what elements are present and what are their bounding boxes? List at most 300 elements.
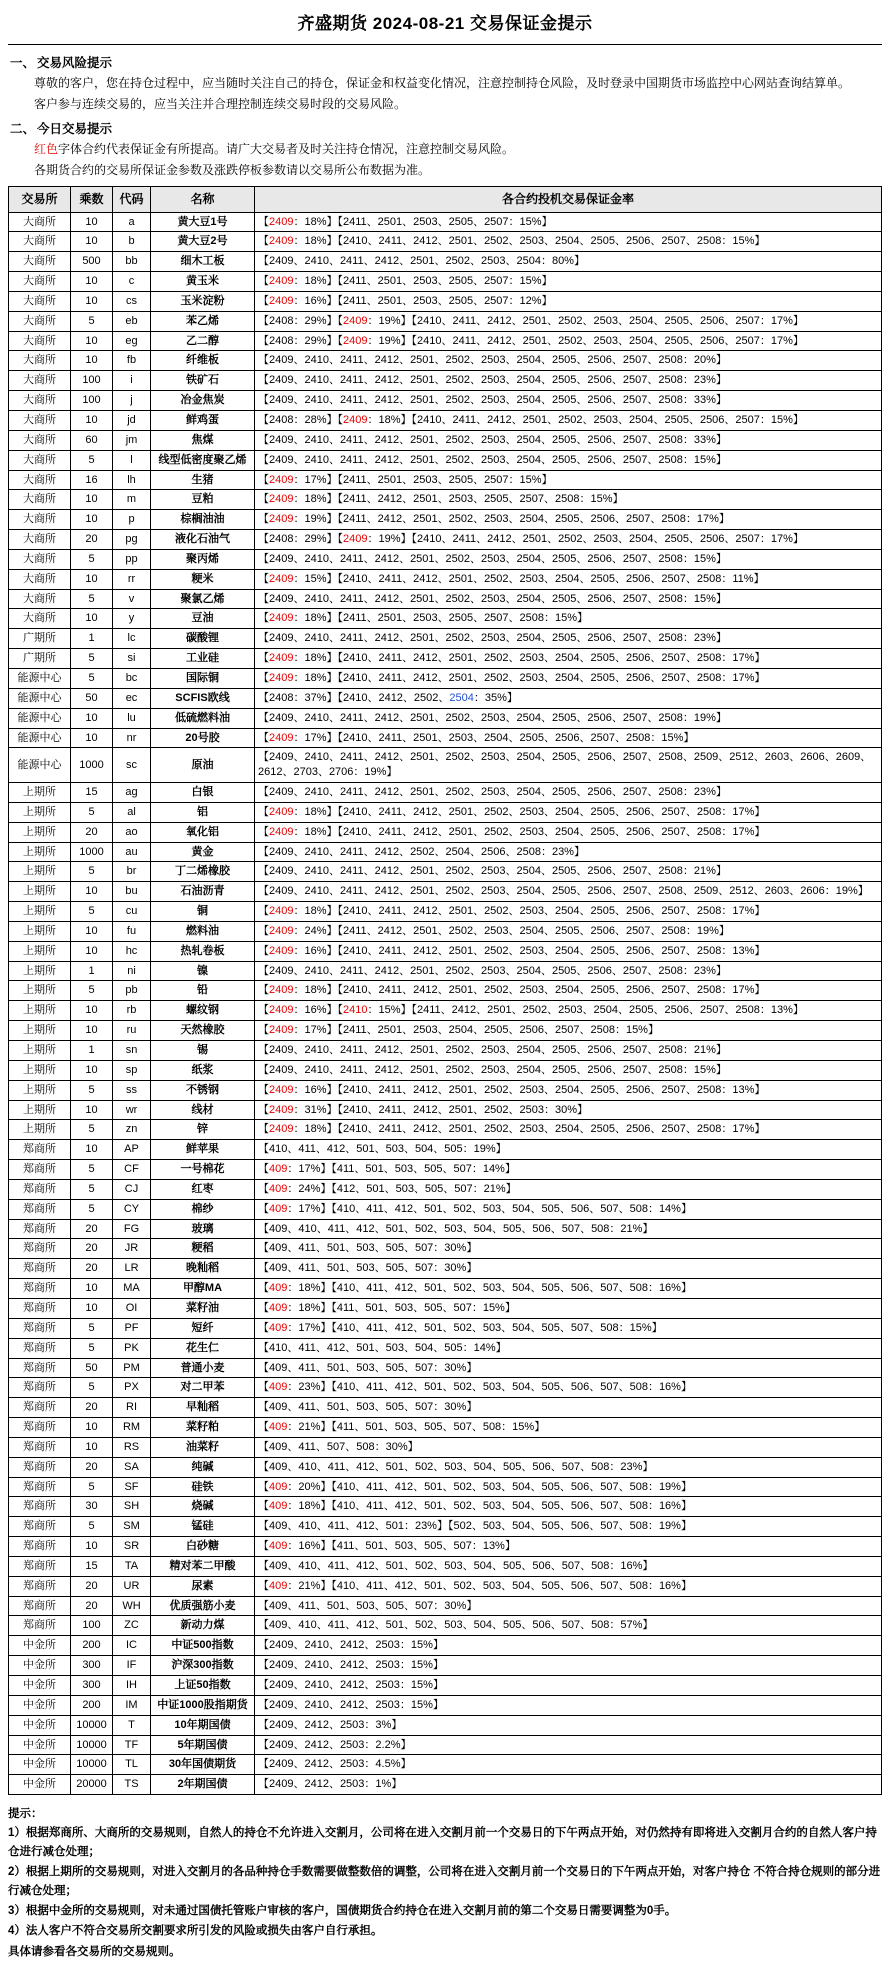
- cell-rate: 【410、411、412、501、503、504、505：14%】: [255, 1338, 882, 1358]
- cell-rate: 【2409：18%】【2410、2411、2412、2501、2502、2503、2504、2505、2506、2507、2508：17%】: [255, 822, 882, 842]
- cell-code: IM: [113, 1695, 151, 1715]
- cell-rate: 【409：17%】【410、411、412、501、502、503、504、505、507、508：15%】: [255, 1318, 882, 1338]
- cell-name: 镍: [151, 961, 255, 981]
- cell-name: 烧碱: [151, 1497, 255, 1517]
- cell-rate: 【2409、2412、2503：2.2%】: [255, 1735, 882, 1755]
- cell-code: au: [113, 842, 151, 862]
- cell-code: ni: [113, 961, 151, 981]
- cell-rate: 【2409：15%】【2410、2411、2412、2501、2502、2503、2504、2505、2506、2507、2508：11%】: [255, 569, 882, 589]
- cell-name: 红枣: [151, 1179, 255, 1199]
- cell-multiplier: 1: [71, 629, 113, 649]
- table-row: [9, 1279, 882, 1299]
- table-row: [9, 272, 882, 292]
- cell-name: 苯乙烯: [151, 311, 255, 331]
- cell-multiplier: 10: [71, 1279, 113, 1299]
- table-row: [9, 1775, 882, 1795]
- cell-name: 2年期国债: [151, 1775, 255, 1795]
- cell-multiplier: 20: [71, 1398, 113, 1418]
- cell-rate: 【2409、2410、2412、2503：15%】: [255, 1636, 882, 1656]
- table-row: [9, 1239, 882, 1259]
- cell-multiplier: 20: [71, 1576, 113, 1596]
- cell-code: pb: [113, 981, 151, 1001]
- cell-name: 中证1000股指期货: [151, 1695, 255, 1715]
- cell-code: l: [113, 450, 151, 470]
- cell-multiplier: 10: [71, 291, 113, 311]
- cell-exchange: 郑商所: [9, 1398, 71, 1418]
- cell-multiplier: 15: [71, 783, 113, 803]
- cell-multiplier: 10: [71, 490, 113, 510]
- table-row: [9, 1695, 882, 1715]
- cell-multiplier: 5: [71, 862, 113, 882]
- cell-exchange: 能源中心: [9, 748, 71, 783]
- cell-rate: 【2408：29%】【2409：19%】【2410、2411、2412、2501、2502、2503、2504、2505、2506、2507：17%】: [255, 331, 882, 351]
- table-row: [9, 1358, 882, 1378]
- cell-rate: 【2409：18%】【2410、2411、2412、2501、2502、2503、2504、2505、2506、2507、2508：15%】: [255, 232, 882, 252]
- cell-code: UR: [113, 1576, 151, 1596]
- cell-name: SCFIS欧线: [151, 688, 255, 708]
- cell-name: 尿素: [151, 1576, 255, 1596]
- cell-code: wr: [113, 1100, 151, 1120]
- note-item-5: 具体请参看各交易所的交易规则。: [8, 1945, 181, 1958]
- col-exchange: 交易所: [9, 187, 71, 212]
- table-row: [9, 331, 882, 351]
- cell-code: RI: [113, 1398, 151, 1418]
- table-row: [9, 1437, 882, 1457]
- cell-exchange: 郑商所: [9, 1378, 71, 1398]
- table-row: [9, 1616, 882, 1636]
- cell-rate: 【2409：18%】【2411、2501、2503、2505、2507：15%】: [255, 212, 882, 232]
- cell-multiplier: 5: [71, 1199, 113, 1219]
- cell-rate: 【2409：24%】【2411、2412、2501、2502、2503、2504、2505、2506、2507、2508：19%】: [255, 921, 882, 941]
- cell-exchange: 大商所: [9, 351, 71, 371]
- table-row: [9, 981, 882, 1001]
- cell-multiplier: 100: [71, 1616, 113, 1636]
- cell-multiplier: 20: [71, 822, 113, 842]
- cell-name: 玻璃: [151, 1219, 255, 1239]
- cell-code: ZC: [113, 1616, 151, 1636]
- cell-exchange: 中金所: [9, 1695, 71, 1715]
- cell-exchange: 郑商所: [9, 1616, 71, 1636]
- cell-multiplier: 30: [71, 1497, 113, 1517]
- cell-name: 鲜鸡蛋: [151, 411, 255, 431]
- cell-code: JR: [113, 1239, 151, 1259]
- cell-rate: 【409：16%】【411、501、503、505、507：13%】: [255, 1537, 882, 1557]
- cell-rate: 【2408：29%】【2409：19%】【2410、2411、2412、2501、2502、2503、2504、2505、2506、2507：17%】: [255, 530, 882, 550]
- cell-code: cu: [113, 902, 151, 922]
- cell-name: 20号胶: [151, 728, 255, 748]
- cell-rate: 【409、411、501、503、505、507：30%】: [255, 1239, 882, 1259]
- cell-code: ss: [113, 1080, 151, 1100]
- cell-rate: 【2409、2410、2411、2412、2501、2502、2503、2504、2505、2506、2507、2508：15%】: [255, 450, 882, 470]
- table-row: [9, 232, 882, 252]
- red-emphasis-text: 红色: [34, 142, 59, 157]
- table-row: [9, 1636, 882, 1656]
- cell-multiplier: 20: [71, 1239, 113, 1259]
- cell-code: CF: [113, 1160, 151, 1180]
- cell-rate: 【409、411、507、508：30%】: [255, 1437, 882, 1457]
- cell-multiplier: 10: [71, 921, 113, 941]
- cell-rate: 【2409：17%】【2411、2501、2503、2504、2505、2506、2507、2508：15%】: [255, 1021, 882, 1041]
- cell-code: jd: [113, 411, 151, 431]
- cell-code: lh: [113, 470, 151, 490]
- cell-name: 油菜籽: [151, 1437, 255, 1457]
- cell-name: 花生仁: [151, 1338, 255, 1358]
- table-row: [9, 311, 882, 331]
- cell-code: jm: [113, 430, 151, 450]
- cell-exchange: 郑商所: [9, 1219, 71, 1239]
- cell-name: 普通小麦: [151, 1358, 255, 1378]
- cell-exchange: 郑商所: [9, 1179, 71, 1199]
- cell-rate: 【409、410、411、412、501、502、503、504、505、506、507、508：23%】: [255, 1457, 882, 1477]
- cell-exchange: 郑商所: [9, 1497, 71, 1517]
- cell-rate: 【2409、2410、2411、2412、2501、2502、2503、2504、2505、2506、2507、2508、2509、2512、2603、2606：19%】: [255, 882, 882, 902]
- cell-multiplier: 10: [71, 1298, 113, 1318]
- table-row: [9, 629, 882, 649]
- today-paragraph-1: [10, 140, 880, 159]
- cell-multiplier: 5: [71, 649, 113, 669]
- cell-name: 棕榈油油: [151, 510, 255, 530]
- cell-code: bc: [113, 668, 151, 688]
- cell-rate: 【2409：17%】【2410、2411、2501、2503、2504、2505、2506、2507、2508：15%】: [255, 728, 882, 748]
- cell-code: SM: [113, 1517, 151, 1537]
- cell-exchange: 大商所: [9, 311, 71, 331]
- cell-multiplier: 20: [71, 1219, 113, 1239]
- cell-exchange: 大商所: [9, 530, 71, 550]
- table-row: [9, 1219, 882, 1239]
- cell-rate: 【409：21%】【410、411、412、501、502、503、504、505、506、507、508：16%】: [255, 1576, 882, 1596]
- cell-multiplier: 10: [71, 272, 113, 292]
- cell-multiplier: 10000: [71, 1735, 113, 1755]
- cell-name: 晚籼稻: [151, 1259, 255, 1279]
- cell-multiplier: 5: [71, 981, 113, 1001]
- cell-code: lc: [113, 629, 151, 649]
- cell-multiplier: 10: [71, 351, 113, 371]
- cell-exchange: 大商所: [9, 609, 71, 629]
- cell-code: PF: [113, 1318, 151, 1338]
- cell-name: 黄金: [151, 842, 255, 862]
- cell-rate: 【409、410、411、412、501、502、503、504、505、506、507、508：57%】: [255, 1616, 882, 1636]
- cell-multiplier: 10: [71, 411, 113, 431]
- table-row: [9, 1676, 882, 1696]
- cell-code: hc: [113, 941, 151, 961]
- cell-rate: 【2409：18%】【2411、2501、2503、2505、2507、2508：15%】: [255, 609, 882, 629]
- cell-exchange: 郑商所: [9, 1140, 71, 1160]
- cell-multiplier: 20: [71, 1259, 113, 1279]
- note-item-4: 4）法人客户不符合交易所交割要求所引发的风险或损失由客户自行承担。: [8, 1925, 383, 1938]
- cell-name: 豆油: [151, 609, 255, 629]
- table-row: [9, 728, 882, 748]
- cell-name: 热轧卷板: [151, 941, 255, 961]
- cell-exchange: 广期所: [9, 649, 71, 669]
- cell-code: LR: [113, 1259, 151, 1279]
- cell-multiplier: 10: [71, 708, 113, 728]
- table-row: [9, 391, 882, 411]
- cell-name: 精对苯二甲酸: [151, 1556, 255, 1576]
- cell-code: TL: [113, 1755, 151, 1775]
- cell-multiplier: 10: [71, 1100, 113, 1120]
- cell-name: 硅铁: [151, 1477, 255, 1497]
- cell-name: 焦煤: [151, 430, 255, 450]
- cell-multiplier: 20: [71, 1596, 113, 1616]
- cell-exchange: 能源中心: [9, 728, 71, 748]
- cell-rate: 【2409、2410、2411、2412、2501、2502、2503、2504、2505、2506、2507、2508：21%】: [255, 862, 882, 882]
- cell-code: zn: [113, 1120, 151, 1140]
- cell-code: fb: [113, 351, 151, 371]
- cell-exchange: 郑商所: [9, 1199, 71, 1219]
- cell-code: fu: [113, 921, 151, 941]
- table-row: [9, 941, 882, 961]
- table-body: [9, 212, 882, 1795]
- cell-multiplier: 100: [71, 391, 113, 411]
- table-row: [9, 1021, 882, 1041]
- cell-rate: 【2409、2412、2503：4.5%】: [255, 1755, 882, 1775]
- cell-exchange: 郑商所: [9, 1556, 71, 1576]
- title-divider: [8, 44, 882, 45]
- table-row: [9, 1378, 882, 1398]
- cell-rate: 【2408：28%】【2409：18%】【2410、2411、2412、2501、2502、2503、2504、2505、2506、2507：15%】: [255, 411, 882, 431]
- cell-rate: 【409、411、501、503、505、507：30%】: [255, 1398, 882, 1418]
- cell-exchange: 中金所: [9, 1636, 71, 1656]
- cell-code: c: [113, 272, 151, 292]
- cell-code: CY: [113, 1199, 151, 1219]
- cell-name: 铝: [151, 802, 255, 822]
- cell-exchange: 上期所: [9, 1100, 71, 1120]
- cell-exchange: 郑商所: [9, 1298, 71, 1318]
- cell-multiplier: 200: [71, 1695, 113, 1715]
- table-row: [9, 252, 882, 272]
- cell-exchange: 上期所: [9, 1021, 71, 1041]
- cell-name: 生猪: [151, 470, 255, 490]
- cell-multiplier: 20: [71, 530, 113, 550]
- note-item-1: 1）根据郑商所、大商所的交易规则，自然人的持仓不允许进入交割月，公司将在进入交割月前一个交易日的下午两点开始，对仍然持有即将进入交割月合约的自然人客户持仓进行减仓处理；: [8, 1827, 877, 1858]
- section-heading-risk: [10, 53, 882, 71]
- cell-exchange: 郑商所: [9, 1457, 71, 1477]
- cell-rate: 【2409：16%】【2411、2501、2503、2505、2507：12%】: [255, 291, 882, 311]
- cell-rate: 【409：18%】【410、411、412、501、502、503、504、505、506、507、508：16%】: [255, 1497, 882, 1517]
- cell-multiplier: 10000: [71, 1715, 113, 1735]
- cell-exchange: 上期所: [9, 802, 71, 822]
- table-row: [9, 1497, 882, 1517]
- cell-multiplier: 10: [71, 728, 113, 748]
- cell-code: IF: [113, 1656, 151, 1676]
- cell-name: 螺纹钢: [151, 1001, 255, 1021]
- table-row: [9, 371, 882, 391]
- cell-multiplier: 10: [71, 1437, 113, 1457]
- cell-name: 优质强筋小麦: [151, 1596, 255, 1616]
- notes-title: 提示：: [8, 1808, 43, 1821]
- cell-rate: 【2409、2410、2411、2412、2501、2502、2503、2504、2505、2506、2507、2508：21%】: [255, 1041, 882, 1061]
- cell-multiplier: 10: [71, 941, 113, 961]
- cell-rate: 【2409、2410、2411、2412、2501、2502、2503、2504、2505、2506、2507、2508：15%】: [255, 1060, 882, 1080]
- cell-rate: 【409：18%】【411、501、503、505、507：15%】: [255, 1298, 882, 1318]
- cell-exchange: 郑商所: [9, 1279, 71, 1299]
- cell-multiplier: 16: [71, 470, 113, 490]
- cell-name: 短纤: [151, 1318, 255, 1338]
- note-item-2: 2）根据上期所的交易规则，对进入交割月的各品种持仓手数需要做整数倍的调整，公司将在进入交割月前一个交易日的下午两点开始，对客户持仓 不符合持仓规则的部分进行减仓处理；: [8, 1866, 881, 1897]
- cell-rate: 【2409：16%】【2410、2411、2412、2501、2502、2503、2504、2505、2506、2507、2508：13%】: [255, 941, 882, 961]
- cell-rate: 【2409、2410、2411、2412、2501、2502、2503、2504：80%】: [255, 252, 882, 272]
- cell-rate: 【2409、2410、2411、2412、2501、2502、2503、2504、2505、2506、2507、2508：23%】: [255, 629, 882, 649]
- table-row: [9, 708, 882, 728]
- cell-name: 原油: [151, 748, 255, 783]
- cell-exchange: 中金所: [9, 1735, 71, 1755]
- cell-multiplier: 10: [71, 1060, 113, 1080]
- cell-code: ru: [113, 1021, 151, 1041]
- cell-name: 5年期国债: [151, 1735, 255, 1755]
- cell-code: pp: [113, 549, 151, 569]
- cell-name: 一号棉花: [151, 1160, 255, 1180]
- cell-rate: 【2409、2410、2411、2412、2501、2502、2503、2504、2505、2506、2507、2508：20%】: [255, 351, 882, 371]
- cell-multiplier: 5: [71, 450, 113, 470]
- cell-name: 30年国债期货: [151, 1755, 255, 1775]
- cell-name: 铁矿石: [151, 371, 255, 391]
- cell-name: 10年期国债: [151, 1715, 255, 1735]
- cell-name: 菜籽粕: [151, 1418, 255, 1438]
- cell-name: 豆粕: [151, 490, 255, 510]
- col-rate: 各合约投机交易保证金率: [255, 187, 882, 212]
- cell-rate: 【409：17%】【411、501、503、505、507：14%】: [255, 1160, 882, 1180]
- cell-rate: 【409：18%】【410、411、412、501、502、503、504、505、506、507、508：16%】: [255, 1279, 882, 1299]
- table-row: [9, 1477, 882, 1497]
- cell-exchange: 郑商所: [9, 1517, 71, 1537]
- table-row: [9, 1298, 882, 1318]
- cell-exchange: 上期所: [9, 902, 71, 922]
- cell-code: br: [113, 862, 151, 882]
- cell-exchange: 上期所: [9, 842, 71, 862]
- cell-multiplier: 50: [71, 688, 113, 708]
- table-row: [9, 783, 882, 803]
- cell-name: 纯碱: [151, 1457, 255, 1477]
- table-row: [9, 490, 882, 510]
- cell-name: 聚丙烯: [151, 549, 255, 569]
- table-row: [9, 1080, 882, 1100]
- cell-name: 粳稻: [151, 1239, 255, 1259]
- col-name: 名称: [151, 187, 255, 212]
- cell-name: 锰硅: [151, 1517, 255, 1537]
- cell-name: 碳酸锂: [151, 629, 255, 649]
- cell-multiplier: 10: [71, 232, 113, 252]
- cell-exchange: 上期所: [9, 1080, 71, 1100]
- cell-name: 聚氯乙烯: [151, 589, 255, 609]
- cell-code: SF: [113, 1477, 151, 1497]
- cell-exchange: 上期所: [9, 941, 71, 961]
- table-row: [9, 589, 882, 609]
- cell-exchange: 郑商所: [9, 1537, 71, 1557]
- cell-name: 不锈钢: [151, 1080, 255, 1100]
- cell-rate: 【409：23%】【410、411、412、501、502、503、504、505、506、507、508：16%】: [255, 1378, 882, 1398]
- cell-code: m: [113, 490, 151, 510]
- table-row: [9, 1596, 882, 1616]
- cell-rate: 【409、411、501、503、505、507：30%】: [255, 1259, 882, 1279]
- cell-name: 新动力煤: [151, 1616, 255, 1636]
- cell-rate: 【2409、2410、2412、2503：15%】: [255, 1676, 882, 1696]
- cell-multiplier: 1: [71, 961, 113, 981]
- cell-rate: 【2408：37%】【2410、2412、2502、2504：35%】: [255, 688, 882, 708]
- cell-multiplier: 100: [71, 371, 113, 391]
- cell-name: 白银: [151, 783, 255, 803]
- table-row: [9, 802, 882, 822]
- cell-exchange: 大商所: [9, 272, 71, 292]
- cell-rate: 【410、411、412、501、503、504、505：19%】: [255, 1140, 882, 1160]
- table-row: [9, 649, 882, 669]
- cell-multiplier: 10: [71, 510, 113, 530]
- cell-name: 氧化铝: [151, 822, 255, 842]
- cell-name: 锌: [151, 1120, 255, 1140]
- cell-multiplier: 10: [71, 1001, 113, 1021]
- cell-multiplier: 5: [71, 668, 113, 688]
- cell-name: 黄大豆2号: [151, 232, 255, 252]
- cell-name: 线材: [151, 1100, 255, 1120]
- cell-exchange: 中金所: [9, 1656, 71, 1676]
- cell-multiplier: 1000: [71, 842, 113, 862]
- cell-exchange: 上期所: [9, 981, 71, 1001]
- cell-rate: 【2409、2412、2503：1%】: [255, 1775, 882, 1795]
- table-row: [9, 1318, 882, 1338]
- cell-code: lu: [113, 708, 151, 728]
- cell-exchange: 大商所: [9, 510, 71, 530]
- section-title-risk: 交易风险提示: [37, 56, 113, 70]
- cell-multiplier: 10: [71, 609, 113, 629]
- cell-code: sn: [113, 1041, 151, 1061]
- cell-multiplier: 10000: [71, 1755, 113, 1775]
- cell-rate: 【2409、2410、2411、2412、2501、2502、2503、2504、2505、2506、2507、2508：23%】: [255, 783, 882, 803]
- cell-exchange: 上期所: [9, 882, 71, 902]
- table-row: [9, 921, 882, 941]
- table-row: [9, 549, 882, 569]
- table-row: [9, 1120, 882, 1140]
- cell-code: bu: [113, 882, 151, 902]
- table-row: [9, 1656, 882, 1676]
- cell-exchange: 能源中心: [9, 708, 71, 728]
- cell-multiplier: 5: [71, 1160, 113, 1180]
- cell-multiplier: 10: [71, 1140, 113, 1160]
- cell-exchange: 郑商所: [9, 1160, 71, 1180]
- cell-rate: 【409：24%】【412、501、503、505、507：21%】: [255, 1179, 882, 1199]
- cell-code: SA: [113, 1457, 151, 1477]
- cell-name: 沪深300指数: [151, 1656, 255, 1676]
- cell-exchange: 大商所: [9, 212, 71, 232]
- today-paragraph-1-tail: 字体合约代表保证金有所提高。请广大交易者及时关注持仓情况，注意控制交易风险。: [58, 142, 515, 157]
- cell-multiplier: 10: [71, 212, 113, 232]
- cell-rate: 【2409：18%】【2410、2411、2412、2501、2502、2503、2504、2505、2506、2507、2508：17%】: [255, 668, 882, 688]
- today-paragraph-2: 各期货合约的交易所保证金参数及涨跌停板参数请以交易所公布数据为准。: [34, 162, 431, 177]
- cell-rate: 【2409：18%】【2410、2411、2412、2501、2502、2503、2504、2505、2506、2507、2508：17%】: [255, 902, 882, 922]
- cell-code: eg: [113, 331, 151, 351]
- table-row: [9, 1199, 882, 1219]
- cell-name: 铅: [151, 981, 255, 1001]
- cell-rate: 【2409、2410、2411、2412、2501、2502、2503、2504、2505、2506、2507、2508：19%】: [255, 708, 882, 728]
- cell-name: 早籼稻: [151, 1398, 255, 1418]
- cell-name: 纸浆: [151, 1060, 255, 1080]
- table-row: [9, 822, 882, 842]
- cell-rate: 【2409：31%】【2410、2411、2412、2501、2502、2503：30%】: [255, 1100, 882, 1120]
- cell-code: bb: [113, 252, 151, 272]
- cell-multiplier: 300: [71, 1676, 113, 1696]
- cell-rate: 【2409：18%】【2411、2412、2501、2503、2505、2507、2508：15%】: [255, 490, 882, 510]
- cell-name: 对二甲苯: [151, 1378, 255, 1398]
- cell-code: SH: [113, 1497, 151, 1517]
- cell-rate: 【409、410、411、412、501、502、503、504、505、506、507、508：16%】: [255, 1556, 882, 1576]
- table-row: [9, 450, 882, 470]
- cell-name: 铜: [151, 902, 255, 922]
- cell-multiplier: 1: [71, 1041, 113, 1061]
- cell-code: b: [113, 232, 151, 252]
- cell-multiplier: 10: [71, 569, 113, 589]
- table-row: [9, 748, 882, 783]
- cell-name: 鲜苹果: [151, 1140, 255, 1160]
- cell-exchange: 郑商所: [9, 1358, 71, 1378]
- cell-exchange: 郑商所: [9, 1239, 71, 1259]
